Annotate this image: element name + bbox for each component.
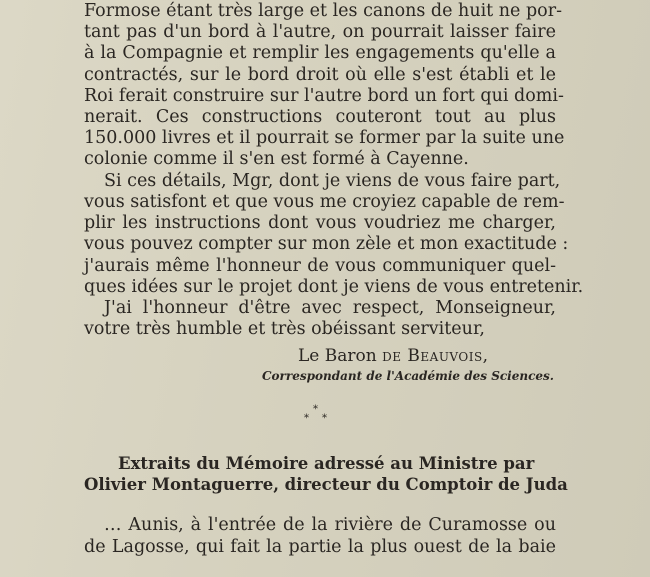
asterisk-left: * [304, 413, 309, 424]
asterisk-right: * [322, 413, 327, 424]
extract-line-1: … Aunis, à l'entrée de la rivière de Curamosse ou [104, 515, 556, 535]
asterism-separator [302, 404, 332, 430]
body-line-4: contractés, sur le bord droit où elle s'est établi et le [84, 65, 556, 85]
signature [298, 346, 489, 366]
extract-heading-line-2: Olivier Montaguerre, directeur du Comptoir de Juda [84, 475, 568, 494]
body-line-9: Si ces détails, Mgr, dont je viens de vous faire part, [104, 171, 561, 191]
body-line-16: votre très humble et très obéissant serviteur, [84, 319, 485, 339]
body-line-6: nerait. Ces constructions couteront tout au plus [84, 107, 556, 127]
body-line-13: j'aurais même l'honneur de vous communiquer quel- [84, 256, 556, 276]
body-line-7: 150.000 livres et il pourrait se former par la suite une [84, 128, 565, 148]
extract-heading-line-1: Extraits du Mémoire adressé au Ministre par [118, 454, 535, 473]
body-line-3: à la Compagnie et remplir les engagements qu'elle a [84, 43, 556, 63]
body-line-10: vous satisfont et que vous me croyiez capable de rem- [84, 192, 565, 212]
signature-title: Correspondant de l'Académie des Sciences. [262, 369, 554, 383]
signature-prefix: Le Baron [298, 346, 377, 366]
body-line-14: ques idées sur le projet dont je viens de vous entretenir. [84, 277, 584, 297]
body-line-5: Roi ferait construire sur l'autre bord un fort qui domi- [84, 86, 564, 106]
extract-line-2: de Lagosse, qui fait la partie la plus ouest de la baie [84, 537, 556, 557]
asterisk-top: * [313, 404, 318, 415]
body-line-11: plir les instructions dont vous voudriez me charger, [84, 213, 556, 233]
body-line-12: vous pouvez compter sur mon zèle et mon exactitude : [84, 234, 569, 254]
body-line-15: J'ai l'honneur d'être avec respect, Monseigneur, [104, 298, 556, 318]
signature-name: de Beauvois, [382, 346, 489, 366]
body-line-2: tant pas d'un bord à l'autre, on pourrait laisser faire [84, 22, 556, 42]
body-line-8: colonie comme il s'en est formé à Cayenne. [84, 149, 469, 169]
body-line-1: Formose étant très large et les canons de huit ne por- [84, 1, 562, 21]
